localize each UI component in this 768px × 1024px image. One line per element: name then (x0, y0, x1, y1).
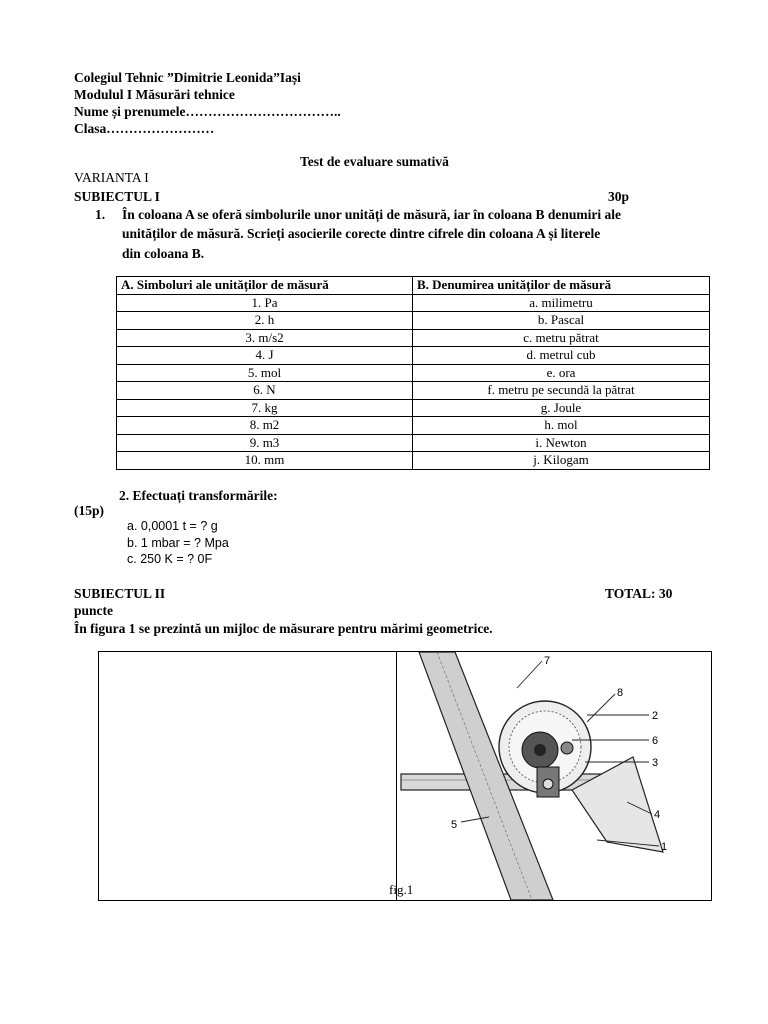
symbol-cell: 8. m2 (117, 417, 413, 435)
name-cell: c. metru pătrat (413, 329, 710, 347)
class-line: Clasa…………………… (74, 121, 215, 136)
units-table (116, 276, 710, 470)
figure-frame (98, 651, 712, 901)
subject2-total-cont: puncte (74, 603, 114, 618)
callout-label: 4 (654, 809, 661, 821)
school-name: Colegiul Tehnic ”Dimitrie Leonida”Iași (74, 70, 301, 85)
name-cell: g. Joule (413, 399, 710, 417)
q1-line1: În coloana A se oferă simbolurile unor unități de măsură, iar în coloana B denumiri ale (122, 207, 622, 222)
conversion-item: c. 250 K = ? 0F (127, 552, 213, 566)
callout-label: 3 (652, 757, 659, 769)
test-title: Test de evaluare sumativă (300, 154, 449, 169)
subject1-points: 30p (608, 189, 630, 204)
table-row (117, 329, 710, 347)
name-cell: i. Newton (413, 434, 710, 452)
module-name: Modulul I Măsurări tehnice (74, 87, 235, 102)
table-row (117, 382, 710, 400)
q2-title: 2. Efectuați transformările: (119, 488, 278, 503)
column-a-header: A. Simboluri ale unităților de măsură (117, 277, 413, 295)
name-cell: j. Kilogam (413, 452, 710, 470)
table-row (117, 347, 710, 365)
name-cell: f. metru pe secundă la pătrat (413, 382, 710, 400)
conversion-item: b. 1 mbar = ? Mpa (127, 536, 229, 550)
q1-line2: unităților de măsură. Scrieți asocierile corecte dintre cifrele din coloana A și literele (122, 226, 601, 241)
callout-label: 2 (652, 710, 659, 722)
subject1-title: SUBIECTUL I (74, 189, 160, 204)
callout-label: 5 (451, 819, 458, 831)
symbol-cell: 7. kg (117, 399, 413, 417)
name-cell: h. mol (413, 417, 710, 435)
callout-label: 7 (544, 655, 551, 667)
figure-caption: fig.1 (389, 882, 414, 897)
name-cell: d. metrul cub (413, 347, 710, 365)
name-cell: b. Pascal (413, 312, 710, 330)
column-b-header: B. Denumirea unităților de măsură (413, 277, 710, 295)
q1-number: 1. (95, 207, 106, 222)
symbol-cell: 5. mol (117, 364, 413, 382)
q2-points: (15p) (74, 503, 104, 518)
subject2-intro: În figura 1 se prezintă un mijloc de măsurare pentru mărimi geometrice. (74, 621, 493, 636)
symbol-cell: 2. h (117, 312, 413, 330)
table-header-row (117, 277, 710, 295)
symbol-cell: 9. m3 (117, 434, 413, 452)
protractor-figure (397, 652, 711, 900)
symbol-cell: 3. m/s2 (117, 329, 413, 347)
callout-label: 1 (661, 841, 668, 853)
subject2-title: SUBIECTUL II (74, 586, 166, 601)
name-cell: e. ora (413, 364, 710, 382)
callout-label: 8 (617, 687, 624, 699)
variant-label: VARIANTA I (74, 170, 149, 185)
table-row (117, 294, 710, 312)
q1-line3: din coloana B. (122, 246, 205, 261)
conversion-item: a. 0,0001 t = ? g (127, 519, 218, 533)
table-row (117, 434, 710, 452)
table-row (117, 417, 710, 435)
callout-label: 6 (652, 735, 659, 747)
table-row (117, 452, 710, 470)
student-name-line: Nume și prenumele…………………………….. (74, 104, 341, 119)
subject2-total: TOTAL: 30 (605, 586, 673, 601)
symbol-cell: 4. J (117, 347, 413, 365)
symbol-cell: 6. N (117, 382, 413, 400)
symbol-cell: 10. mm (117, 452, 413, 470)
table-row (117, 312, 710, 330)
table-row (117, 364, 710, 382)
symbol-cell: 1. Pa (117, 294, 413, 312)
table-row (117, 399, 710, 417)
name-cell: a. milimetru (413, 294, 710, 312)
